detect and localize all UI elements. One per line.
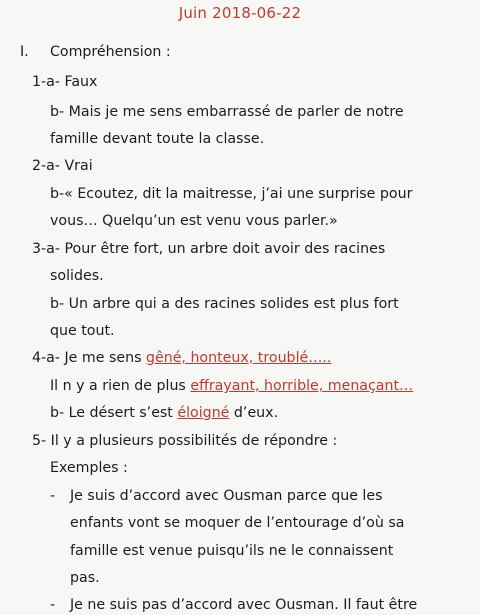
answer-3b-cont: que tout. xyxy=(50,323,115,339)
answer-1a: 1-a- Faux xyxy=(32,74,98,90)
answer-4b-highlight: éloigné xyxy=(177,405,230,421)
document-title: Juin 2018-06-22 xyxy=(178,4,302,22)
example-1-line1: Je suis d’accord avec Ousman parce que les xyxy=(70,488,383,504)
answer-1b-cont: famille devant toute la classe. xyxy=(50,131,265,147)
answer-4a-line2-prefix: Il n y a rien de plus xyxy=(50,378,191,394)
answer-4a-highlight: gêné, honteux, troublé….. xyxy=(145,350,332,366)
examples-label: Exemples : xyxy=(50,460,128,476)
example-1-line2: enfants vont se moquer de l’entourage d’où sa xyxy=(70,515,405,531)
answer-4b xyxy=(50,403,278,423)
answer-2a: 2-a- Vrai xyxy=(32,158,93,174)
answer-4a-prefix: 4-a- Je me sens xyxy=(32,350,146,366)
answer-1b: b- Mais je me sens embarrassé de parler de notre xyxy=(50,104,404,120)
bullet-dash: - xyxy=(50,488,56,504)
section-title: Compréhension : xyxy=(50,44,171,60)
answer-4a-line2-highlight: effrayant, horrible, menaçant… xyxy=(190,378,414,394)
answer-4a xyxy=(32,348,331,368)
answer-3a: 3-a- Pour être fort, un arbre doit avoir des racines xyxy=(32,241,386,257)
example-1-line4: pas. xyxy=(70,570,100,586)
example-2-line1: Je ne suis pas d’accord avec Ousman. Il faut être xyxy=(70,597,418,613)
answer-4b-prefix: b- Le désert s’est xyxy=(50,405,178,421)
example-1-line3: famille est venue puisqu’ils ne le connaissent xyxy=(70,543,394,559)
answer-3a-cont: solides. xyxy=(50,268,104,284)
answer-5: 5- Il y a plusieurs possibilités de répondre : xyxy=(32,433,338,449)
section-number: I. xyxy=(20,44,29,60)
answer-4a-line2 xyxy=(50,376,413,396)
bullet-dash: - xyxy=(50,597,56,613)
answer-2b-cont: vous… Quelqu’un est venu vous parler.» xyxy=(50,213,338,229)
answer-2b: b-« Ecoutez, dit la maitresse, j’ai une surprise pour xyxy=(50,186,413,202)
answer-4b-suffix: d’eux. xyxy=(229,405,279,421)
answer-3b: b- Un arbre qui a des racines solides est plus fort xyxy=(50,296,399,312)
